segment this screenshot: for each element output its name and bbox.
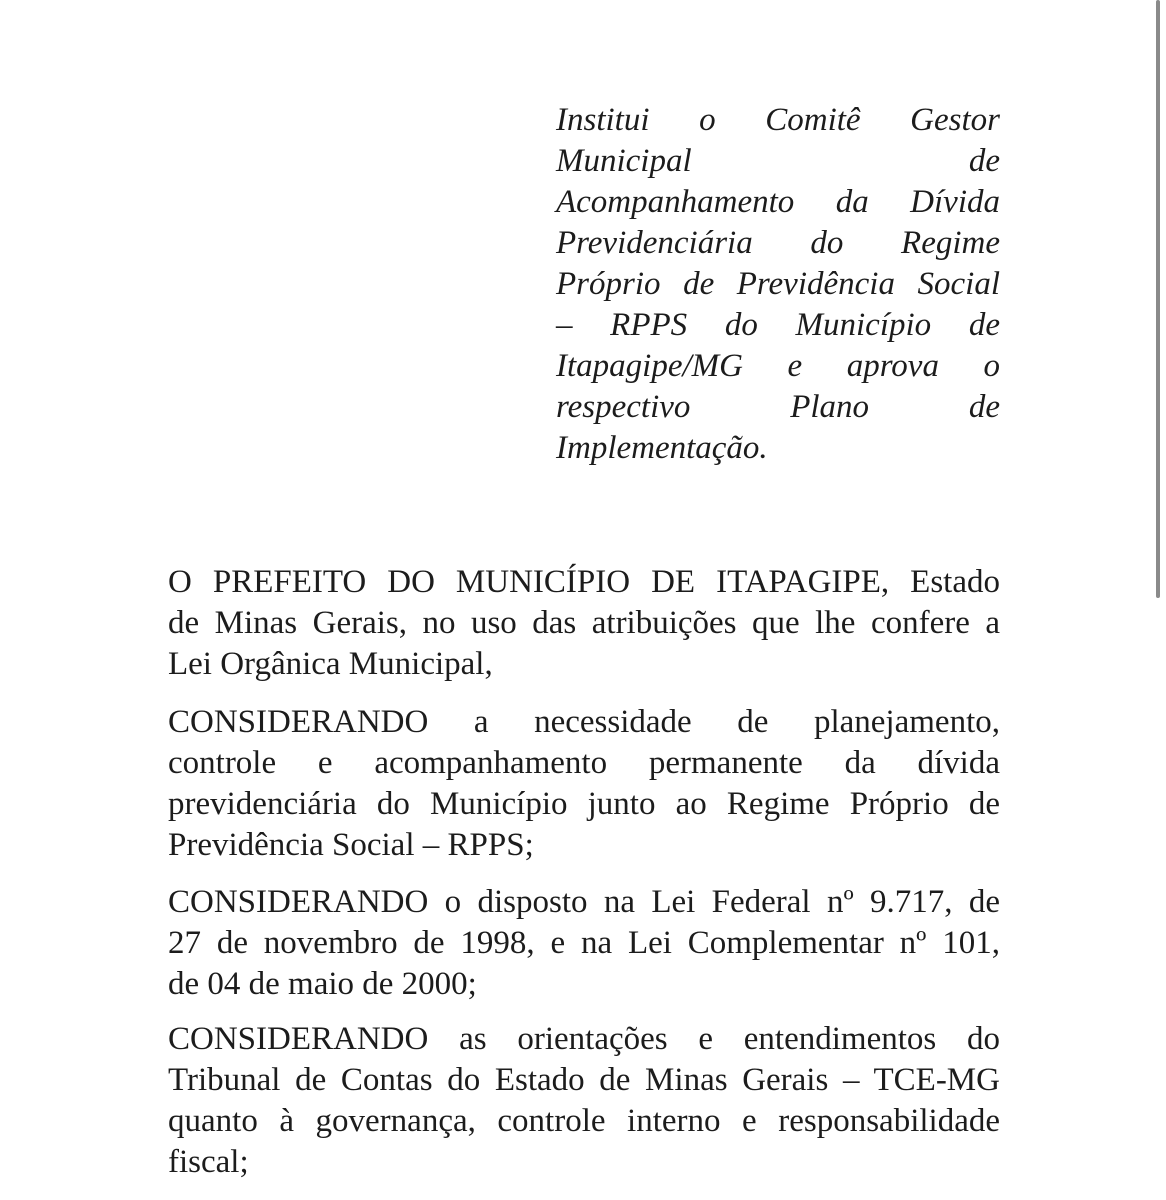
paragraph-line: quanto à governança, controle interno e responsabilidade xyxy=(168,1103,1000,1139)
considerando-paragraph-2 xyxy=(168,882,1000,1005)
considerando-paragraph-3 xyxy=(168,1019,1000,1183)
vertical-scrollbar[interactable] xyxy=(1156,0,1160,598)
paragraph-line: CONSIDERANDO as orientações e entendimentos do xyxy=(168,1021,1000,1057)
ementa-line: respectivo Plano de xyxy=(556,389,1000,425)
ementa-line: Institui o Comitê Gestor xyxy=(556,102,1000,138)
paragraph-line: Lei Orgânica Municipal, xyxy=(168,646,493,682)
paragraph-line: previdenciária do Município junto ao Regime Próprio de xyxy=(168,786,1000,822)
ementa-line: – RPPS do Município de xyxy=(556,307,1000,343)
paragraph-line: fiscal; xyxy=(168,1144,249,1180)
paragraph-line: de 04 de maio de 2000; xyxy=(168,966,477,1002)
paragraph-line: controle e acompanhamento permanente da dívida xyxy=(168,745,1000,781)
preamble-paragraph xyxy=(168,562,1000,685)
ementa-line: Acompanhamento da Dívida xyxy=(556,184,1000,220)
considerando-paragraph-1 xyxy=(168,702,1000,866)
ementa-line: Itapagipe/MG e aprova o xyxy=(556,348,1000,384)
paragraph-line: CONSIDERANDO a necessidade de planejamento, xyxy=(168,704,1000,740)
ementa-line: Próprio de Previdência Social xyxy=(556,266,1000,302)
paragraph-line: 27 de novembro de 1998, e na Lei Complementar nº 101, xyxy=(168,925,1000,961)
paragraph-line: CONSIDERANDO o disposto na Lei Federal nº 9.717, de xyxy=(168,884,1000,920)
ementa-block xyxy=(556,100,1000,469)
paragraph-line: O PREFEITO DO MUNICÍPIO DE ITAPAGIPE, Estado xyxy=(168,564,1000,600)
ementa-line: Previdenciária do Regime xyxy=(556,225,1000,261)
paragraph-line: de Minas Gerais, no uso das atribuições que lhe confere a xyxy=(168,605,1000,641)
ementa-line: Municipal de xyxy=(556,143,1000,179)
paragraph-line: Tribunal de Contas do Estado de Minas Gerais – TCE-MG xyxy=(168,1062,1000,1098)
paragraph-line: Previdência Social – RPPS; xyxy=(168,827,534,863)
ementa-line: Implementação. xyxy=(556,430,768,466)
